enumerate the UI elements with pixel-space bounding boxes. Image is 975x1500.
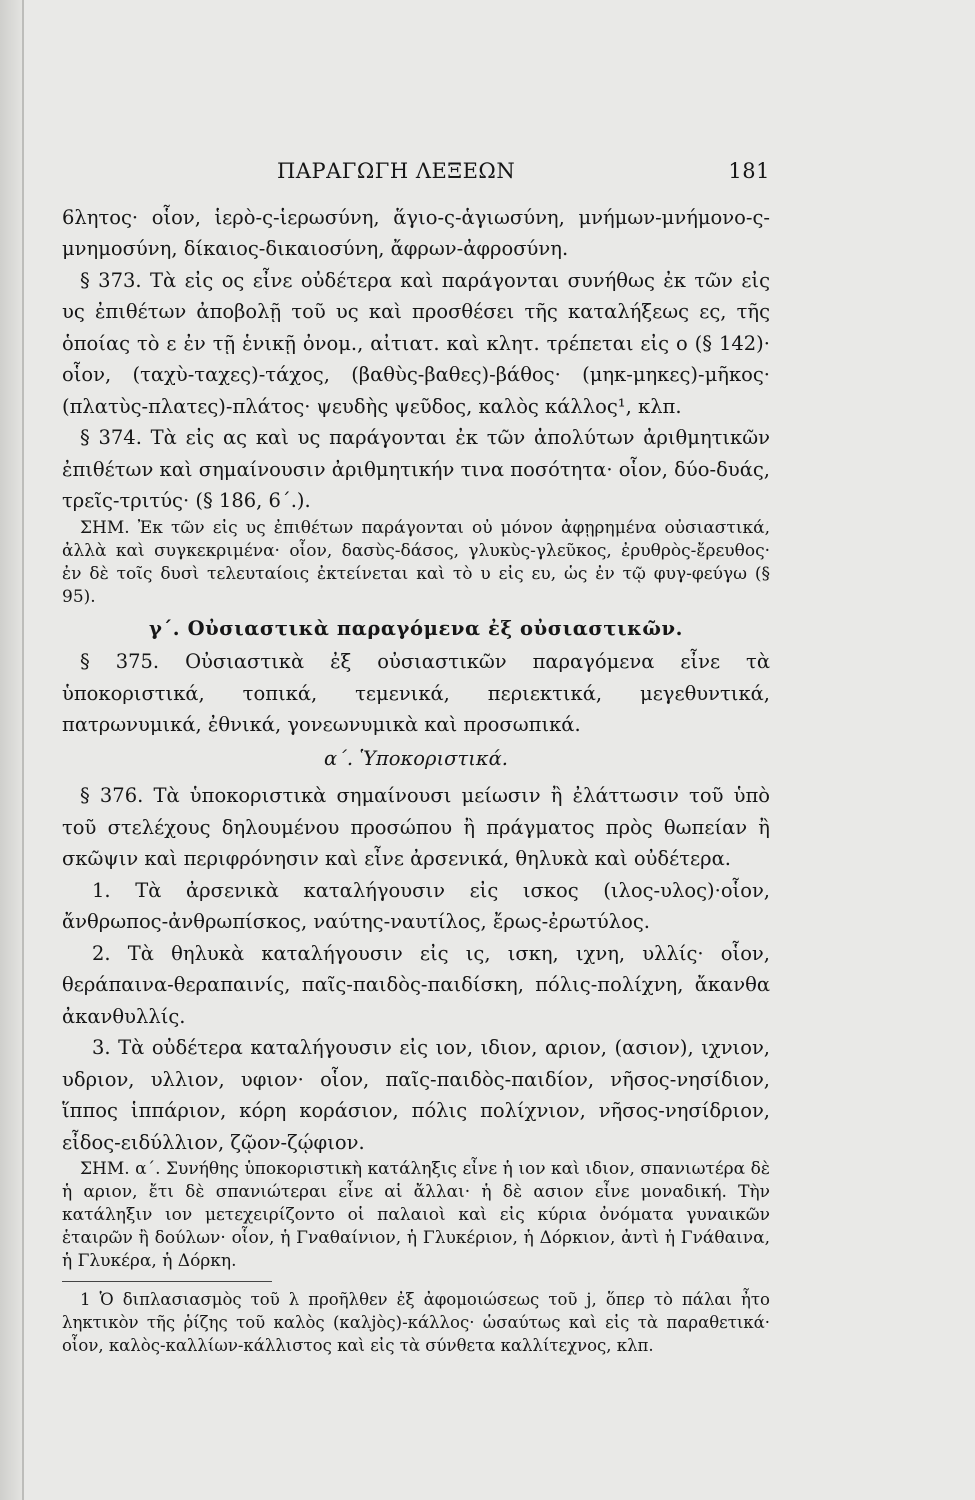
note-376: ΣΗΜ. α΄. Συνήθης ὑποκοριστικὴ κατάληξις εἶνε ἡ ιον καὶ ιδιον, σπανιωτέρα δὲ ἡ αριον, ἔτι δὲ σπανιώτεραι εἶνε αἱ ἄλλαι· ἡ δὲ ασιον εἶνε μοναδική. Τὴν κατάληξιν ιον μετεχειρίζοντο οἱ παλαιοὶ καὶ εἰς κύρια ὀνόματα γυναικῶν ἑταιρῶν ἢ δούλων· οἷον, ἡ Γναθαίνιον, ἡ Γλυκέριον, ἡ Δόρκιον, ἀντὶ ἡ Γνάθαινα, ἡ Γλυκέρα, ἡ Δόρκη. [62, 1159, 770, 1271]
note-374: ΣΗΜ. Ἐκ τῶν εἰς υς ἐπιθέτων παράγονται οὐ μόνον ἀφῃρημένα οὐσιαστικά, ἀλλὰ καὶ συγκεκριμένα· οἷον, δασὺς-δάσος, γλυκὺς-γλεῦκος, ἐρυθρὸς-ἔρευθος· ἐν δὲ τοῖς δυσὶ τελευταίοις ἐκτείνεται καὶ τὸ υ εἰς ευ, ὡς ἐν τῷ φυγ-φεύγω (§ 95). [62, 517, 770, 607]
subheading-alpha: α΄. Ὑποκοριστικά. [324, 746, 508, 770]
section-376: § 376. Τὰ ὑποκοριστικὰ σημαίνουσι μείωσιν ἢ ἐλάττωσιν τοῦ ὑπὸ τοῦ στελέχους δηλουμένου προσώπου ἢ πράγματος πρὸς θωπείαν ἢ σκῶψιν καὶ περιφρόνησιν καὶ εἶνε ἀρσενικά, θηλυκὰ καὶ οὐδέτερα. [62, 784, 770, 870]
page-title: ΠΑΡΑΓΩΓΗ ΛΕΞΕΩΝ [277, 159, 516, 183]
binding-fold [22, 0, 24, 1500]
section-373: § 373. Τὰ εἰς ος εἶνε οὐδέτερα καὶ παράγονται συνήθως ἐκ τῶν εἰς υς ἐπιθέτων ἀποβολῇ τοῦ υς καὶ προσθέσει τῆς καταλήξεως ες, τῆς ὁποίας τὸ ε ἐν τῇ ἑνικῇ ὀνομ., αἰτιατ. καὶ κλητ. τρέπεται εἰς ο (§ 142)· οἷον, (ταχὺ-ταχες)-τάχος, (βαθὺς-βαθες)-βάθος· (μηκ-μηκες)-μῆκος· (πλατὺς-πλατες)-πλάτος· ψευδὴς ψεῦδος, καλὸς κάλλος¹, κλπ. [62, 268, 770, 418]
page-number: 181 [728, 159, 770, 183]
paragraph-continuation: 6λητος· οἷον, ἱερὸ-ς-ἱερωσύνη, ἅγιο-ς-ἁγιωσύνη, μνήμων-μνήμονο-ς-μνημοσύνη, δίκαιος-δικαιοσύνη, ἄφρων-ἀφροσύνη. [62, 205, 770, 260]
subheading-gamma: γ΄. Οὐσιαστικὰ παραγόμενα ἐξ οὐσιαστικῶν. [148, 616, 684, 640]
running-header [62, 156, 770, 188]
item-3: 3. Τὰ οὐδέτερα καταλήγουσιν εἰς ιον, ιδιον, αριον, (ασιον), ιχνιον, υδριον, υλλιον, υφιον· οἷον, παῖς-παιδὸς-παιδίον, νῆσος-νησίδιον, ἵππος ἱππάριον, κόρη κοράσιον, πόλις πολίχνιον, νῆσος-νησίδριον, εἶδος-ειδύλλιον, ζῷον-ζῴφιον. [62, 1036, 770, 1154]
page-content [62, 156, 770, 1357]
item-2: 2. Τὰ θηλυκὰ καταλήγουσιν εἰς ις, ισκη, ιχνη, υλλίς· οἷον, θεράπαινα-θεραπαινίς, παῖς-παιδὸς-παιδίσκη, πόλις-πολίχνη, ἄκανθα ἀκανθυλλίς. [62, 941, 770, 1028]
section-375: § 375. Οὐσιαστικὰ ἐξ οὐσιαστικῶν παραγόμενα εἶνε τὰ ὑποκοριστικά, τοπικά, τεμενικά, περιεκτικά, μεγεθυντικά, πατρωνυμικά, ἐθνικά, γονεωνυμικὰ καὶ προσωπικά. [62, 650, 770, 736]
footnote-rule [62, 1281, 272, 1282]
section-374: § 374. Τὰ εἰς ας καὶ υς παράγονται ἐκ τῶν ἀπολύτων ἀριθμητικῶν ἐπιθέτων καὶ σημαίνουσιν ἀριθμητικήν τινα ποσότητα· οἷον, δύο-δυάς, τρεῖς-τριτύς· (§ 186, 6΄.). [62, 426, 770, 512]
item-1: 1. Τὰ ἀρσενικὰ καταλήγουσιν εἰς ισκος (ιλος-υλος)·οἷον, ἄνθρωπος-ἀνθρωπίσκος, ναύτης-ναυτίλος, ἔρως-ἐρωτύλος. [62, 878, 770, 933]
page-edge [0, 0, 22, 1500]
footnote-1: 1 Ὁ διπλασιασμὸς τοῦ λ προῆλθεν ἐξ ἀφομοιώσεως τοῦ j, ὅπερ τὸ πάλαι ἦτο ληκτικὸν τῆς ῥίζης τοῦ καλὸς (καλjὸς)-κάλλος· ὡσαύτως καὶ εἰς τὰ παραθετικά· οἷον, καλὸς-καλλίων-κάλλιστος καὶ εἰς τὰ σύνθετα καλλίτεχνος, κλπ. [62, 1290, 770, 1355]
